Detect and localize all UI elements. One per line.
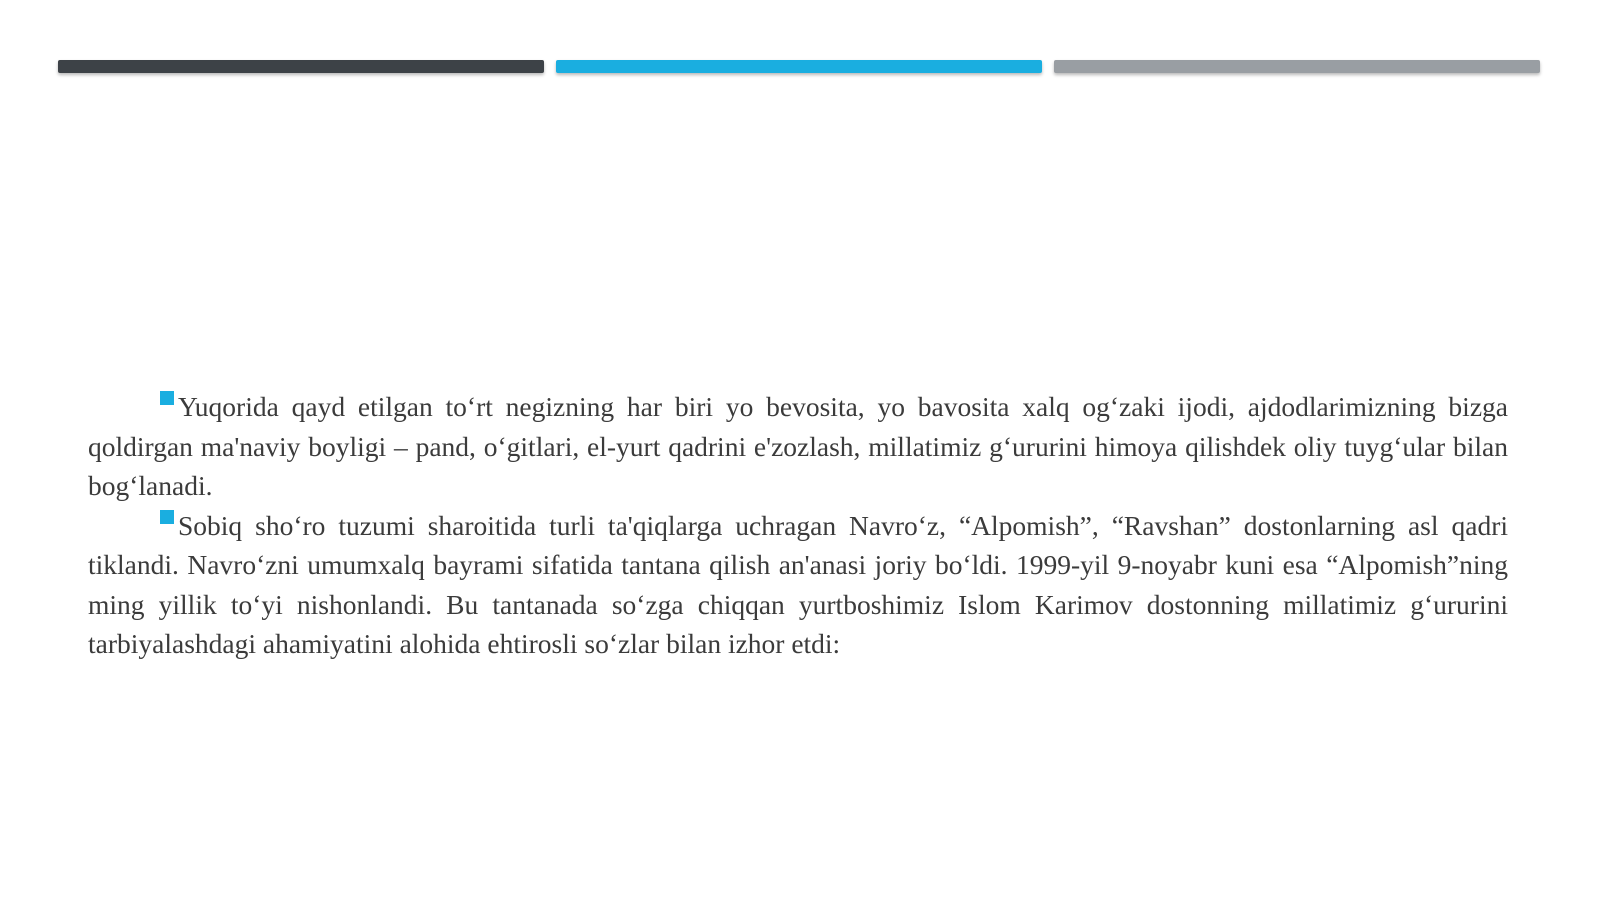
paragraph-text: Sobiq sho‘ro tuzumi sharoitida turli ta'qiqlarga uchragan Navro‘z, “Alpomish”, “Ravshan” dostonlarning asl qadri tiklandi. Navro‘zni umumxalq bayrami sifatida tantana qilish an'anasi joriy bo‘ldi. 1999-yil 9-noyabr kuni esa “Alpomish”ning ming yillik to‘yi nishonlandi. Bu tantanada so‘zga chiqqan yurtboshimiz Islom Karimov dostonning millatimiz g‘ururini tarbiyalashdagi ahamiyatini alohida ehtirosli so‘zlar bilan izhor etdi: bbox=[88, 509, 1508, 659]
body-text bbox=[88, 387, 1508, 664]
header-decoration bbox=[58, 60, 1541, 73]
square-bullet-icon bbox=[160, 510, 174, 524]
paragraph bbox=[88, 387, 1508, 506]
paragraph-text: Yuqorida qayd etilgan to‘rt negizning har biri yo bevosita, yo bavosita xalq og‘zaki ijodi, ajdodlarimizning bizga qoldirgan ma'naviy boyligi – pand, o‘gitlari, el-yurt qadrini e'zozlash, millatimiz g‘ururini himoya qilishdek oliy tuyg‘ular bilan bog‘lanadi. bbox=[88, 391, 1508, 501]
paragraph bbox=[88, 506, 1508, 664]
header-bar-blue bbox=[556, 60, 1042, 73]
header-bar-dark bbox=[58, 60, 544, 73]
square-bullet-icon bbox=[160, 391, 174, 405]
header-bar-gray bbox=[1054, 60, 1540, 73]
